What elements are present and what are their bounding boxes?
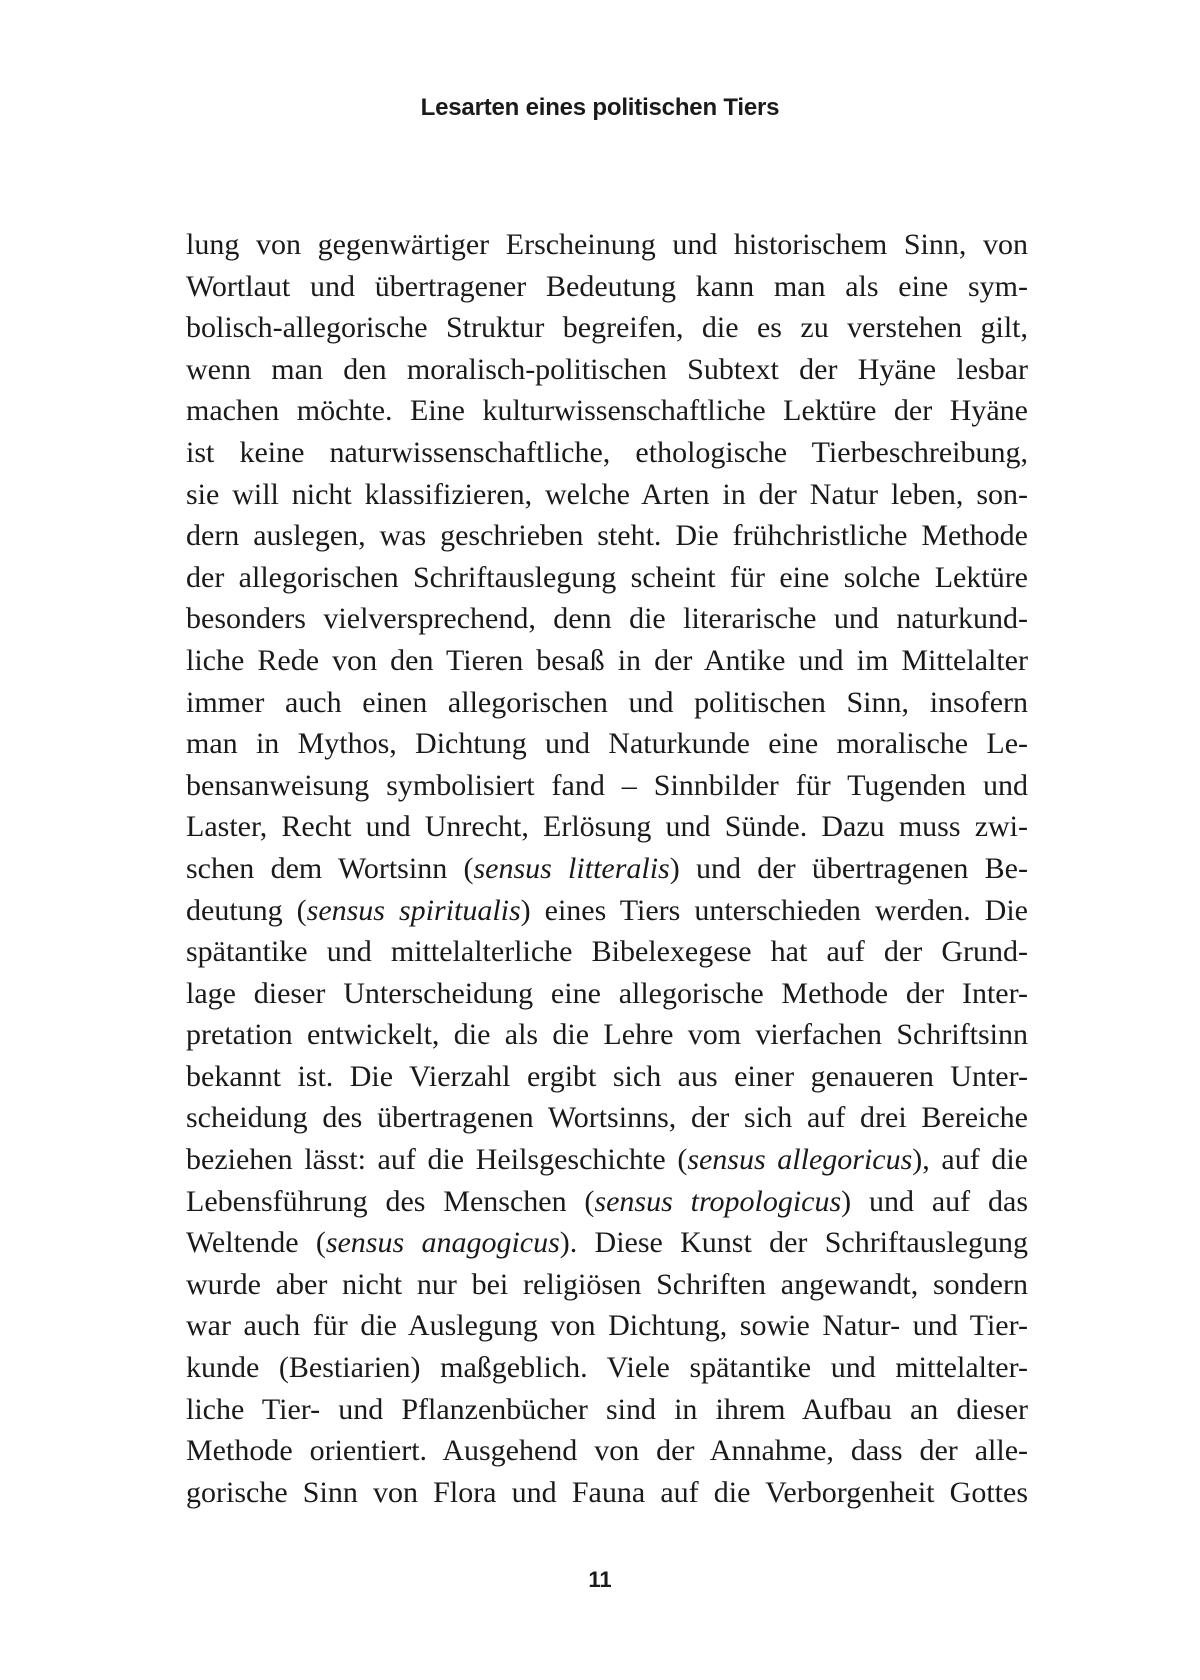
text-line: pretation entwickelt, die als die Lehre vom vierfachen Schriftsinn — [186, 1018, 1028, 1052]
text-segment: Lebensführung des Menschen ( — [186, 1184, 595, 1218]
text-line: wenn man den moralisch-politischen Subtext der Hyäne lesbar — [186, 352, 1028, 386]
text-line — [186, 890, 1028, 932]
text-line: dern auslegen, was geschrieben steht. Die frühchristliche Methode — [186, 519, 1028, 553]
text-segment: Weltende ( — [186, 1226, 326, 1260]
text-segment: ) und auf das — [841, 1184, 1028, 1218]
text-line: gorische Sinn von Flora und Fauna auf die Verborgenheit Gottes — [186, 1475, 1028, 1509]
text-line: der allegorischen Schriftauslegung scheint für eine solche Lektüre — [186, 560, 1028, 594]
text-segment: schen dem Wortsinn ( — [186, 851, 474, 885]
latin-term: sensus anagogicus — [325, 1226, 560, 1260]
text-segment: ) eines Tiers unterschieden werden. Die — [520, 893, 1028, 927]
body-text — [186, 224, 1028, 1513]
text-line: spätantike und mittelalterliche Bibelexegese hat auf der Grund- — [186, 935, 1028, 969]
text-line: ist keine naturwissenschaftliche, ethologische Tierbeschreibung, — [186, 435, 1028, 469]
text-segment: beziehen lässt: auf die Heilsgeschichte ( — [186, 1143, 688, 1177]
text-line: scheidung des übertragenen Wortsinns, der sich auf drei Bereiche — [186, 1101, 1028, 1135]
text-line: Wortlaut und übertragener Bedeutung kann man als eine sym- — [186, 269, 1028, 303]
text-line: liche Rede von den Tieren besaß in der Antike und im Mittelalter — [186, 643, 1028, 677]
text-segment: ), auf die — [912, 1143, 1028, 1177]
text-line: machen möchte. Eine kulturwissenschaftliche Lektüre der Hyäne — [186, 394, 1028, 428]
text-line — [186, 1222, 1028, 1264]
text-line: bolisch-allegorische Struktur begreifen, die es zu verstehen gilt, — [186, 311, 1028, 345]
text-line — [186, 848, 1028, 890]
text-line: bekannt ist. Die Vierzahl ergibt sich aus einer genaueren Unter- — [186, 1059, 1028, 1093]
text-line: bensanweisung symbolisiert fand – Sinnbilder für Tugenden und — [186, 768, 1028, 802]
text-line: Laster, Recht und Unrecht, Erlösung und Sünde. Dazu muss zwi- — [186, 810, 1028, 844]
text-line: lage dieser Unterscheidung eine allegorische Methode der Inter- — [186, 976, 1028, 1010]
text-line: liche Tier- und Pflanzenbücher sind in ihrem Aufbau an dieser — [186, 1392, 1028, 1426]
text-line: war auch für die Auslegung von Dichtung, sowie Natur- und Tier- — [186, 1309, 1028, 1343]
text-line: sie will nicht klassifizieren, welche Arten in der Natur leben, son- — [186, 477, 1028, 511]
text-line — [186, 1139, 1028, 1181]
text-line: kunde (Bestiarien) maßgeblich. Viele spätantike und mittelalter- — [186, 1351, 1028, 1385]
latin-term: sensus spiritualis — [306, 893, 521, 927]
latin-term: sensus tropologicus — [594, 1184, 842, 1218]
page-number: 11 — [588, 1567, 612, 1592]
text-segment: ). Diese Kunst der Schriftauslegung — [559, 1226, 1028, 1260]
text-segment: ) und der übertragenen Be- — [669, 851, 1028, 885]
text-line: Methode orientiert. Ausgehend von der Annahme, dass der alle- — [186, 1434, 1028, 1468]
latin-term: sensus allegoricus — [687, 1143, 913, 1177]
text-segment: deutung ( — [186, 893, 307, 927]
text-line: man in Mythos, Dichtung und Naturkunde eine moralische Le- — [186, 727, 1028, 761]
text-line: wurde aber nicht nur bei religiösen Schriften angewandt, sondern — [186, 1267, 1028, 1301]
text-line — [186, 1181, 1028, 1223]
text-line: immer auch einen allegorischen und politischen Sinn, insofern — [186, 685, 1028, 719]
text-line: besonders vielversprechend, denn die literarische und naturkund- — [186, 602, 1028, 636]
text-line: lung von gegenwärtiger Erscheinung und historischem Sinn, von — [186, 228, 1028, 261]
running-head: Lesarten eines politischen Tiers — [420, 94, 780, 121]
latin-term: sensus litteralis — [473, 851, 670, 885]
